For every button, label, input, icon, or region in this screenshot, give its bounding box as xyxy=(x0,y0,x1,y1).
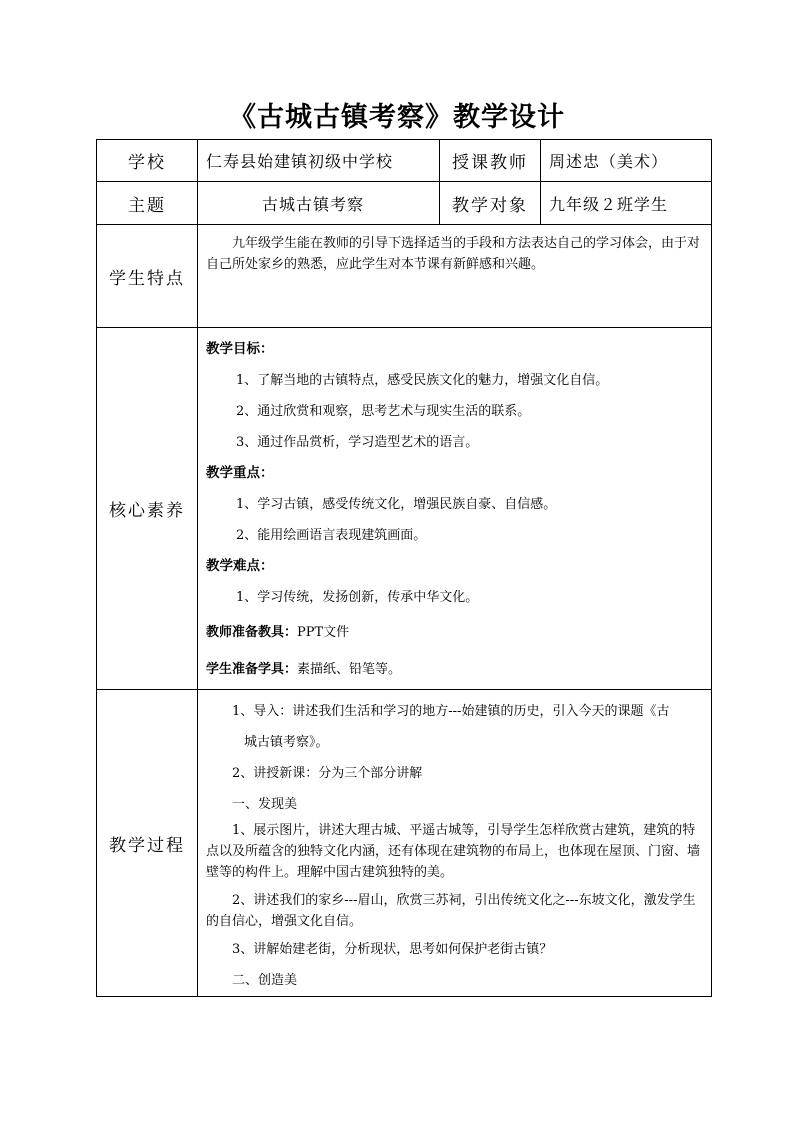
teacher-tools-heading: 教师准备教具： xyxy=(206,625,298,640)
student-tools-line xyxy=(206,654,703,685)
key-point-item: 2、能用绘画语言表现建筑画面。 xyxy=(236,528,427,543)
goal-item: 3、通过作品赏析，学习造型艺术的语言。 xyxy=(236,435,479,450)
school-value: 仁寿县始建镇初级中学校 xyxy=(198,140,440,182)
goal-item: 2、通过欣赏和观察，思考艺术与现实生活的联系。 xyxy=(236,404,531,419)
core-literacy-row xyxy=(97,328,712,690)
teacher-value: 周述忠（美术） xyxy=(541,140,712,182)
discover-item-1: 1、展示图片，讲述大理古城、平遥古城等，引导学生怎样欣赏古建筑，建筑的特点以及所蕴含的独特文化内涵，还有体现在建筑物的布局上，也体现在屋顶、门窗、墙壁等的构件上。理解中国古建筑独特的美。 xyxy=(206,823,701,880)
audience-label: 教学对象 xyxy=(440,182,541,225)
goal-item: 1、了解当地的古镇特点，感受民族文化的魅力，增强文化自信。 xyxy=(236,373,609,388)
student-traits-label: 学生特点 xyxy=(97,225,198,328)
key-points-heading: 教学重点： xyxy=(206,465,274,481)
section-create-heading: 二、创造美 xyxy=(232,973,298,988)
section-discover-heading: 一、发现美 xyxy=(232,797,298,812)
audience-value: 九年级２班学生 xyxy=(541,182,712,225)
school-label: 学校 xyxy=(97,140,198,182)
lesson-plan-table xyxy=(96,139,712,997)
student-traits-text: 九年级学生能在教师的引导下选择适当的手段和方法表达自己的学习体会，由于对自己所处家乡的熟悉，应此学生对本节课有新鲜感和兴趣。 xyxy=(206,236,701,272)
new-lesson-line: 2、讲授新课：分为三个部分讲解 xyxy=(232,766,423,781)
difficulty-item: 1、学习传统，发扬创新，传承中华文化。 xyxy=(236,590,479,605)
core-literacy-label: 核心素养 xyxy=(97,328,198,690)
intro-line-1: 1、导入：讲述我们生活和学习的地方---始建镇的历史，引入今天的课题《古 xyxy=(232,704,670,719)
student-tools-heading: 学生准备学具： xyxy=(206,662,298,677)
goals-heading: 教学目标： xyxy=(206,341,274,357)
key-point-item: 1、学习古镇，感受传统文化，增强民族自豪、自信感。 xyxy=(236,497,557,512)
process-label: 教学过程 xyxy=(97,690,198,997)
difficulties-heading: 教学难点： xyxy=(206,558,274,574)
process-row xyxy=(97,690,712,997)
school-row xyxy=(97,140,712,182)
topic-label: 主题 xyxy=(97,182,198,225)
teacher-label: 授课教师 xyxy=(440,140,541,182)
topic-value: 古城古镇考察 xyxy=(198,182,440,225)
topic-row xyxy=(97,182,712,225)
discover-item-2: 2、讲述我们的家乡---眉山，欣赏三苏祠，引出传统文化之---东坡文化，激发学生的自信心，增强文化自信。 xyxy=(206,893,696,929)
student-tools-value: 素描纸、铅笔等。 xyxy=(297,662,402,677)
teacher-tools-line xyxy=(206,617,703,648)
teacher-tools-value: PPT文件 xyxy=(297,625,350,640)
discover-item-3: 3、讲解始建老街，分析现状，思考如何保护老街古镇？ xyxy=(232,942,553,957)
student-traits-row xyxy=(97,225,712,328)
intro-line-2: 城古镇考察》。 xyxy=(244,735,329,750)
document-title: 《古城古镇考察》教学设计 xyxy=(229,102,565,133)
